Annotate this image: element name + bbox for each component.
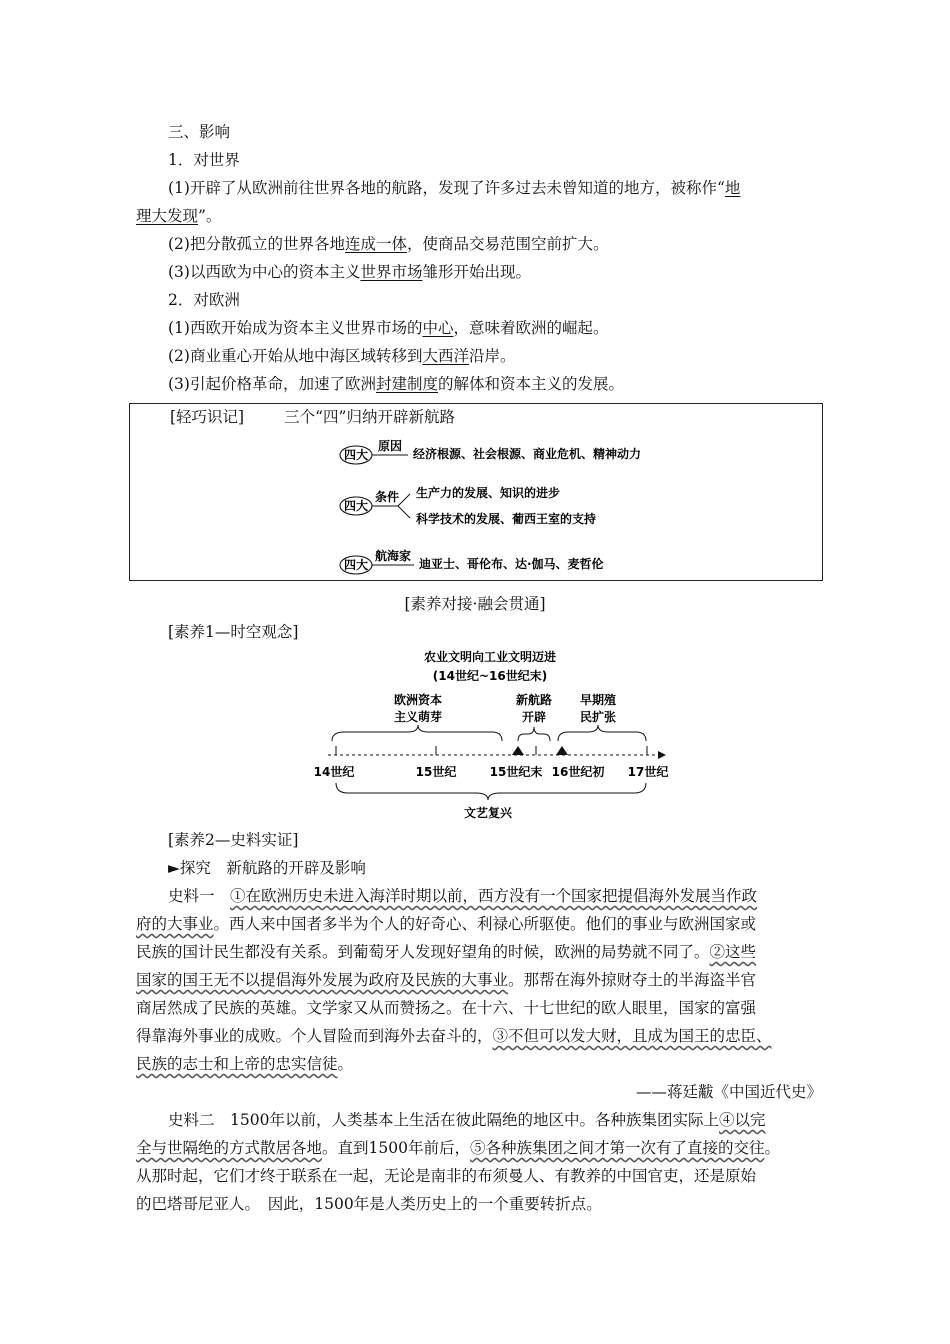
row-1-item-1: 经济根源、社会根源、商业危机、精神动力 — [413, 447, 642, 461]
timeline-title-2: (14世纪~16世纪末) — [432, 669, 548, 683]
europe-point-1: (1)西欧开始成为资本主义世界市场的中心，意味着欧洲的崛起。 — [168, 319, 609, 337]
row-3-item-1: 迪亚士、哥伦布、达·伽马、麦哲伦 — [419, 557, 604, 571]
memo-diagram — [130, 404, 822, 580]
suyang2-label: [素养2—史料实证] — [168, 831, 299, 849]
brace-capitalism — [332, 725, 502, 741]
europe-title: 2．对欧洲 — [168, 291, 240, 309]
tick-label-15: 15世纪 — [415, 765, 457, 779]
group-route-2: 开辟 — [521, 710, 547, 724]
group-renaissance: 文艺复兴 — [463, 806, 513, 820]
source1-line-6: 得靠海外事业的成败。个人冒险而到海外去奋斗的，③不但可以发大财，且成为国王的忠臣、 — [136, 1027, 772, 1045]
suyang1-label: [素养1—时空观念] — [168, 623, 299, 641]
timeline-diagram — [300, 645, 680, 825]
source1-citation: ——蒋廷黻《中国近代史》 — [635, 1083, 822, 1101]
timeline-title-1: 农业文明向工业文明迈进 — [423, 650, 557, 664]
marker-16-start — [556, 746, 568, 755]
source1-line-5: 商居然成了民族的英雄。文学家又从而赞扬之。在十六、十七世纪的欧人眼里，国家的富强 — [136, 999, 757, 1017]
europe-point-3: (3)引起价格革命，加速了欧洲封建制度的解体和资本主义的发展。 — [168, 375, 624, 393]
circle-label-3: 四大 — [343, 558, 369, 572]
brace-colony — [558, 725, 646, 741]
row-label-3: 航海家 — [375, 549, 412, 563]
branch-down — [398, 506, 410, 518]
brace-route — [518, 727, 550, 741]
suyang-header: [素养对接·融会贯通] — [404, 595, 546, 613]
row-label-1: 原因 — [378, 439, 403, 453]
source2-line-1: 史料二 1500年以前，人类基本上生活在彼此隔绝的地区中。各种族集团实际上④以完 — [168, 1111, 766, 1129]
section-heading: 三、影响 — [168, 123, 231, 141]
source2-line-3: 从那时起，它们才终于联系在一起，无论是南非的布须曼人、有教养的中国官吏，还是原始 — [136, 1167, 757, 1185]
world-point-1-cont: 理大发现”。 — [136, 207, 222, 225]
tick-label-16-start: 16世纪初 — [551, 765, 605, 779]
branch-up — [398, 494, 410, 506]
circle-label-2: 四大 — [343, 499, 369, 513]
row-2-item-1: 生产力的发展、知识的进步 — [416, 486, 561, 500]
tick-label-15-end: 15世纪末 — [489, 765, 543, 779]
world-point-3: (3)以西欧为中心的资本主义世界市场雏形开始出现。 — [168, 263, 531, 281]
source1-line-4: 国家的国王无不以提倡海外发展为政府及民族的大事业。那帮在海外掠财夺土的半海盗半官 — [136, 971, 757, 989]
group-colony-1: 早期殖 — [579, 693, 617, 707]
source2-line-2: 全与世隔绝的方式散居各地。直到1500年前后，⑤各种族集团之间才第一次有了直接的交往。 — [136, 1139, 780, 1157]
tick-label-14: 14世纪 — [313, 765, 355, 779]
row-2-item-2: 科学技术的发展、葡西王室的支持 — [416, 512, 597, 526]
world-point-1: (1)开辟了从欧洲前往世界各地的航路，发现了许多过去未曾知道的地方，被称作“地 — [168, 179, 741, 197]
world-title: 1．对世界 — [168, 151, 240, 169]
source2-line-4: 的巴塔哥尼亚人。 因此，1500年是人类历史上的一个重要转折点。 — [136, 1195, 602, 1213]
source1-line-2: 府的大事业。西人来中国者多半为个人的好奇心、利禄心所驱使。他们的事业与欧洲国家或 — [136, 915, 757, 933]
marker-15-end — [512, 746, 524, 755]
memo-box — [129, 403, 823, 581]
memo-title: 三个“四”归纳开辟新航路 — [284, 408, 455, 426]
row-label-2: 条件 — [375, 490, 400, 504]
memo-tag: [轻巧识记] — [170, 408, 245, 426]
source1-line-7: 民族的志士和上帝的忠实信徒。 — [136, 1055, 354, 1073]
group-colony-2: 民扩张 — [579, 710, 617, 724]
group-route-1: 新航路 — [515, 693, 553, 707]
source1-line-3: 民族的国计民生都没有关系。到葡萄牙人发现好望角的时候，欧洲的局势就不同了。②这些 — [136, 943, 757, 961]
source1-line-1: 史料一 ①在欧洲历史未进入海洋时期以前，西方没有一个国家把提倡海外发展当作政 — [168, 887, 758, 905]
group-capitalism-1: 欧洲资本 — [393, 693, 443, 707]
europe-point-2: (2)商业重心开始从地中海区域转移到大西洋沿岸。 — [168, 347, 516, 365]
group-capitalism-2: 主义萌芽 — [393, 710, 443, 724]
explore-title: ►探究 新航路的开辟及影响 — [168, 859, 366, 877]
tick-label-17: 17世纪 — [627, 765, 669, 779]
axis-arrow — [658, 751, 666, 759]
world-point-2: (2)把分散孤立的世界各地连成一体，使商品交易范围空前扩大。 — [168, 235, 609, 253]
circle-label-1: 四大 — [343, 448, 369, 462]
brace-renaissance — [336, 783, 646, 800]
